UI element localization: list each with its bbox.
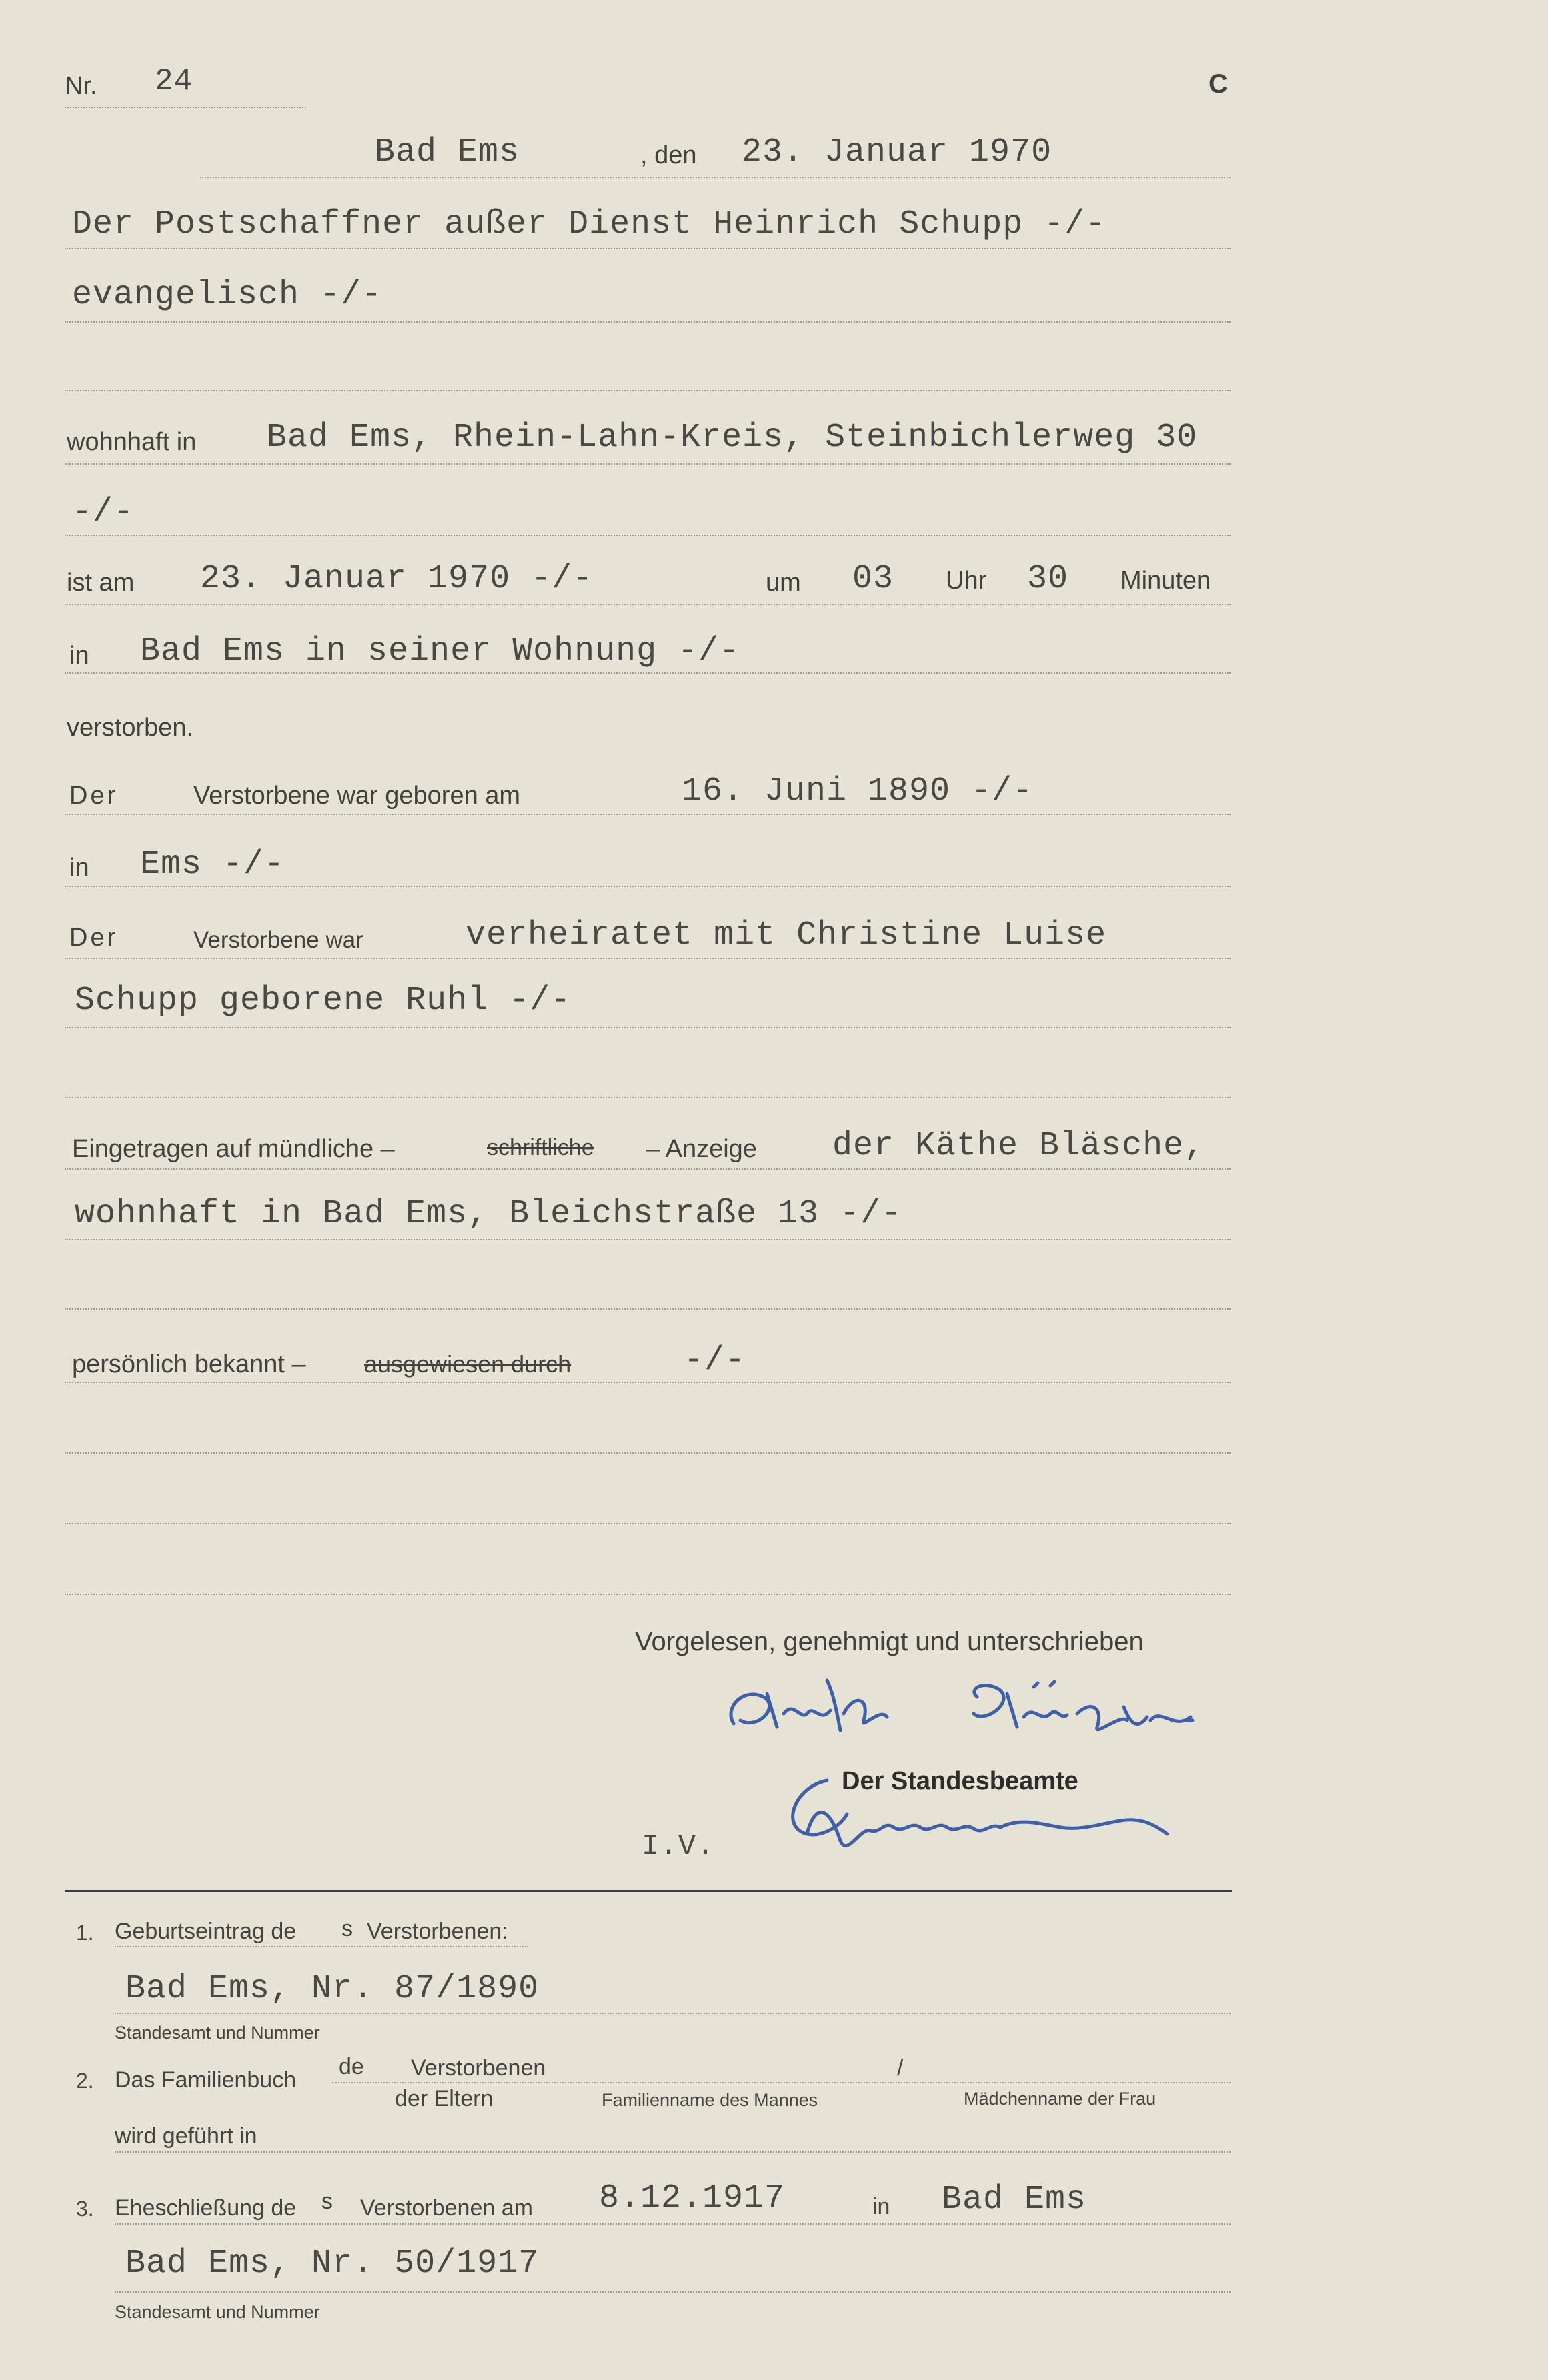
note-2-de: de	[339, 2054, 364, 2079]
den-label: , den	[640, 141, 697, 169]
um-label: um	[766, 569, 801, 597]
rule-line	[65, 1382, 1231, 1383]
verstorben-label: verstorben.	[67, 714, 194, 742]
rule-line	[65, 886, 1231, 887]
death-date: 23. Januar 1970 -/-	[200, 560, 594, 598]
read-approved-label: Vorgelesen, genehmigt und unterschrieben	[635, 1627, 1144, 1656]
official-signature	[767, 1760, 1181, 1874]
marital-value-1: verheiratet mit Christine Luise	[466, 916, 1107, 954]
minuten-label: Minuten	[1120, 567, 1211, 595]
note-3-value: Bad Ems, Nr. 50/1917	[125, 2245, 540, 2283]
identity-label: persönlich bekannt –	[72, 1350, 306, 1378]
rule-line	[115, 2151, 1231, 2153]
rule-line	[65, 1523, 1231, 1524]
report-value-1: der Käthe Bläsche,	[832, 1127, 1205, 1165]
rule-line	[65, 1308, 1231, 1310]
rule-line	[65, 1027, 1231, 1028]
official-label: Der Standesbeamte	[842, 1767, 1078, 1795]
nr-line	[65, 107, 306, 108]
rule-line	[65, 248, 1231, 249]
birth-label: Verstorbene war geboren am	[193, 782, 521, 810]
person-line-2: evangelisch -/-	[72, 276, 383, 314]
rule-line	[65, 1239, 1231, 1240]
note-2-label: Das Familienbuch	[115, 2067, 297, 2093]
rule-line	[65, 814, 1231, 815]
identity-strike: ausgewiesen durch	[364, 1350, 572, 1378]
informant-signature	[720, 1667, 1254, 1754]
death-in-label: in	[69, 642, 89, 670]
note-1-number: 1.	[76, 1921, 94, 1945]
note-2-slash: /	[897, 2055, 904, 2081]
rule-line	[115, 2013, 1231, 2014]
nr-label: Nr.	[65, 72, 97, 100]
series-letter: C	[1209, 69, 1228, 99]
header-date: 23. Januar 1970	[742, 133, 1052, 171]
person-line-1: Der Postschaffner außer Dienst Heinrich Schupp -/-	[72, 205, 1106, 243]
note-2-wird: wird geführt in	[115, 2123, 257, 2149]
death-place: Bad Ems in seiner Wohnung -/-	[140, 632, 740, 670]
rule-line	[65, 1168, 1231, 1170]
birth-date: 16. Juni 1890 -/-	[682, 772, 1034, 810]
death-minute: 30	[1027, 560, 1069, 598]
marital-war-label: Verstorbene war	[193, 927, 363, 953]
note-3-in: in	[872, 2194, 890, 2219]
note-1-label: Geburtseintrag de	[115, 1919, 297, 1944]
rule-line	[332, 2082, 1231, 2083]
ist-am-label: ist am	[67, 569, 135, 597]
rule-line	[65, 535, 1231, 536]
note-1-sub: Standesamt und Nummer	[115, 2023, 320, 2043]
note-3-label-2: Verstorbenen am	[360, 2195, 533, 2221]
birth-der-label: Der	[69, 782, 119, 810]
identity-value: -/-	[684, 1342, 746, 1380]
residence-cont: -/-	[72, 493, 135, 531]
rule-line	[65, 1452, 1231, 1454]
note-3-sub: Standesamt und Nummer	[115, 2302, 320, 2322]
rule-line	[115, 2291, 1231, 2293]
note-3-label: Eheschließung de	[115, 2195, 297, 2221]
report-value-2: wohnhaft in Bad Ems, Bleichstraße 13 -/-	[75, 1195, 902, 1233]
death-hour: 03	[852, 560, 894, 598]
note-3-s: s	[321, 2189, 333, 2214]
note-1-s: s	[341, 1916, 353, 1941]
rule-line	[65, 672, 1231, 674]
iv-label: I.V.	[642, 1830, 715, 1863]
note-3-date: 8.12.1917	[599, 2179, 786, 2217]
uhr-label: Uhr	[946, 567, 987, 595]
report-label-1: Eingetragen auf mündliche –	[72, 1135, 395, 1163]
birth-in-label: in	[69, 854, 89, 882]
rule-line	[65, 1097, 1231, 1098]
note-2-number: 2.	[76, 2069, 94, 2093]
residence-label: wohnhaft in	[67, 428, 197, 456]
rule-line	[115, 2223, 1231, 2225]
note-2-maiden-name: Mädchenname der Frau	[964, 2089, 1156, 2109]
date-line	[200, 177, 1231, 178]
rule-line	[65, 390, 1231, 391]
note-1-value: Bad Ems, Nr. 87/1890	[125, 1970, 540, 2008]
rule-line	[65, 321, 1231, 323]
residence-value: Bad Ems, Rhein-Lahn-Kreis, Steinbichlerweg 30	[267, 419, 1198, 457]
rule-line	[115, 1946, 528, 1947]
note-2-eltern: der Eltern	[395, 2086, 494, 2111]
note-3-place: Bad Ems	[942, 2181, 1087, 2219]
report-strike: schriftliche	[487, 1135, 594, 1160]
marital-value-2: Schupp geborene Ruhl -/-	[75, 982, 572, 1020]
note-2-family-name: Familienname des Mannes	[602, 2090, 818, 2110]
rule-line	[65, 958, 1231, 959]
rule-line	[65, 1594, 1231, 1595]
note-1-label-2: Verstorbenen:	[367, 1919, 508, 1944]
birth-place: Ems -/-	[140, 846, 285, 884]
nr-value: 24	[155, 64, 193, 99]
note-3-number: 3.	[76, 2197, 94, 2221]
report-label-2: – Anzeige	[646, 1135, 757, 1163]
marital-der-label: Der	[69, 924, 119, 952]
header-place: Bad Ems	[375, 133, 520, 171]
section-divider	[65, 1890, 1232, 1892]
rule-line	[65, 604, 1231, 605]
note-2-verst: Verstorbenen	[411, 2055, 546, 2081]
rule-line	[65, 463, 1231, 465]
